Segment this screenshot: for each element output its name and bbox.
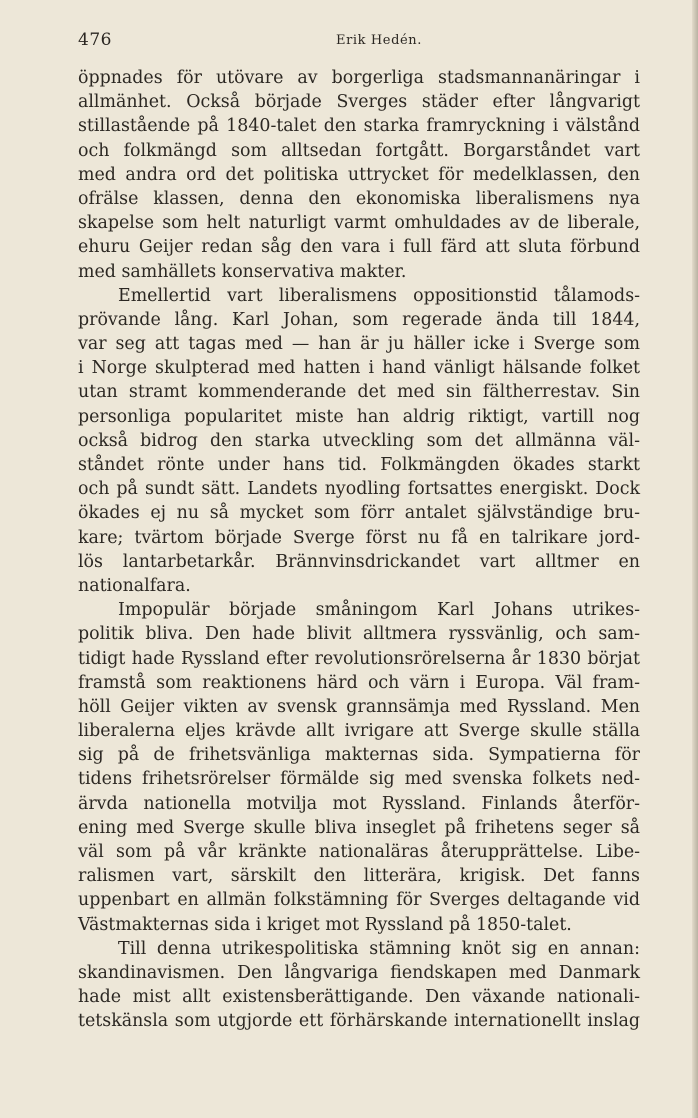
- page-header: [78, 30, 640, 56]
- text-line: Till denna utrikespolitiska stämning knöt sig en annan:: [118, 938, 640, 959]
- text-line: Västmakternas sida i kriget mot Ryssland på 1850-talet.: [78, 914, 572, 935]
- text-line: ehuru Geijer redan såg den vara i full färd att sluta förbund: [78, 237, 640, 258]
- text-line: politik bliva. Den hade blivit alltmera ryssvänlig, och sam-: [78, 624, 640, 645]
- body-text: [78, 66, 640, 1034]
- text-line: ening med Sverge skulle bliva inseglet på frihetens seger så: [78, 817, 640, 838]
- text-line: kare; tvärtom började Sverge först nu få en talrikare jord-: [78, 527, 640, 548]
- text-line: med samhällets konservativa makter.: [78, 261, 407, 282]
- text-line: nationalfara.: [78, 575, 191, 596]
- text-line: utan stramt kommenderande det med sin fältherrestav. Sin: [78, 382, 640, 403]
- text-line: framstå som reaktionens härd och värn i Europa. Väl fram-: [78, 672, 640, 693]
- text-line: tidens frihetsrörelser förmälde sig med svenska folkets ned-: [78, 769, 640, 790]
- running-head: Erik Hedén.: [335, 33, 423, 48]
- text-line: stillastående på 1840-talet den starka framryckning i välstånd: [78, 116, 640, 137]
- text-line: väl som på vår kränkte nationaläras återupprättelse. Libe-: [78, 842, 640, 862]
- text-line: skandinavismen. Den långvariga fiendskapen med Danmark: [78, 962, 640, 983]
- text-line: i Norge skulpterad med hatten i hand vänligt hälsande folket: [78, 358, 640, 379]
- text-line: också bidrog den starka utveckling som det allmänna väl-: [78, 430, 640, 451]
- text-line: ökades ej nu så mycket som förr antalet självständige bru-: [78, 503, 640, 524]
- text-line: tetskänsla som utgjorde ett förhärskande internationellt inslag: [78, 1011, 640, 1032]
- text-line: prövande lång. Karl Johan, som regerade ända till 1844,: [78, 309, 640, 330]
- text-line: ofrälse klassen, denna den ekonomiska liberalismens nya: [78, 188, 640, 209]
- text-line: uppenbart en allmän folkstämning för Sverges deltagande vid: [78, 890, 640, 911]
- text-line: hade mist allt existensberättigande. Den växande nationali-: [78, 987, 640, 1008]
- text-line: personliga popularitet miste han aldrig riktigt, vartill nog: [78, 406, 640, 427]
- text-line: och folkmängd som alltsedan fortgått. Borgarståndet vart: [78, 140, 640, 161]
- text-line: ståndet rönte under hans tid. Folkmängden ökades starkt: [78, 455, 640, 475]
- text-line: ärvda nationella motvilja mot Ryssland. Finlands återför-: [78, 793, 640, 814]
- text-line: ralismen vart, särskilt den litterära, krigisk. Det fanns: [78, 866, 640, 887]
- text-line: allmänhet. Också började Sverges städer efter långvarigt: [78, 92, 640, 113]
- text-line: sig på de frihetsvänliga makternas sida. Sympatierna för: [78, 745, 640, 766]
- text-line: med andra ord det politiska uttrycket för medelklassen, den: [78, 164, 640, 185]
- text-line: öppnades för utövare av borgerliga stadsmannanäringar i: [78, 68, 640, 88]
- text-line: liberalerna eljes krävde allt ivrigare att Sverge skulle ställa: [78, 721, 640, 742]
- text-line: skapelse som helt naturligt varmt omhuldades av de liberale,: [78, 213, 640, 234]
- page-number: 476: [78, 30, 112, 50]
- text-line: och på sundt sätt. Landets nyodling fortsattes energiskt. Dock: [78, 479, 640, 500]
- text-line: Emellertid vart liberalismens oppositionstid tålamods-: [118, 285, 640, 306]
- text-line: tidigt hade Ryssland efter revolutionsrörelserna år 1830 börjat: [78, 648, 640, 669]
- page-edge-shadow: [692, 0, 698, 1118]
- text-line: Impopulär började småningom Karl Johans utrikes-: [118, 600, 640, 621]
- text-line: höll Geijer vikten av svensk grannsämja med Ryssland. Men: [78, 696, 640, 717]
- text-line: var seg att tagas med — han är ju häller icke i Sverge som: [78, 334, 640, 355]
- text-line: lös lantarbetarkår. Brännvinsdrickandet vart alltmer en: [78, 551, 640, 572]
